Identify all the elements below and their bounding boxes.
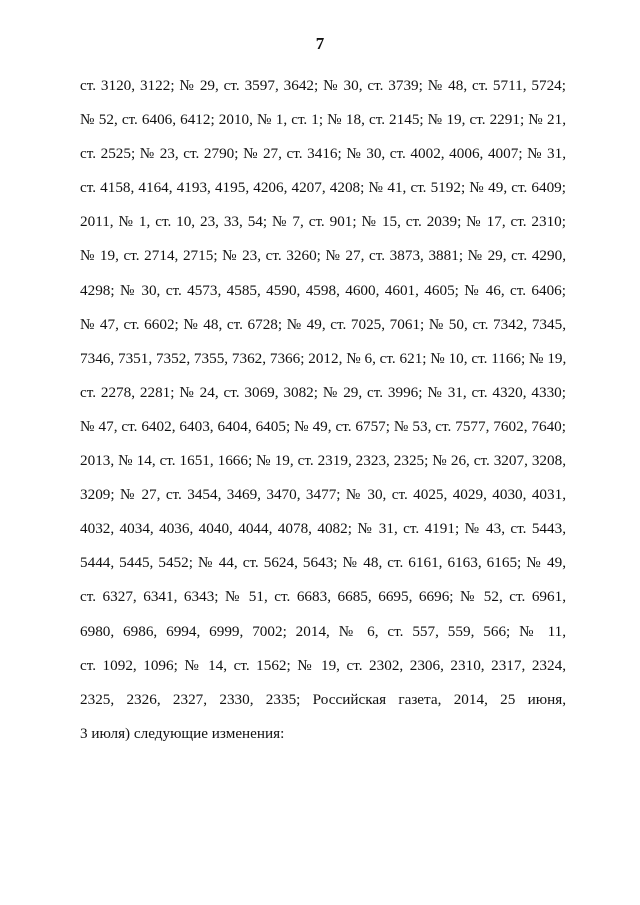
text-line: № 47, ст. 6602; № 48, ст. 6728; № 49, ст. 7025, 7061; № 50, ст. 7342, 7345, bbox=[80, 315, 566, 333]
text-line: ст. 2525; № 23, ст. 2790; № 27, ст. 3416; № 30, ст. 4002, 4006, 4007; № 31, bbox=[80, 145, 566, 163]
text-line: № 47, ст. 6402, 6403, 6404, 6405; № 49, ст. 6757; № 53, ст. 7577, 7602, 7640; bbox=[80, 417, 566, 435]
text-line: 5444, 5445, 5452; № 44, ст. 5624, 5643; № 48, ст. 6161, 6163, 6165; № 49, bbox=[80, 554, 566, 572]
text-line: 4298; № 30, ст. 4573, 4585, 4590, 4598, 4600, 4601, 4605; № 46, ст. 6406; bbox=[80, 281, 566, 299]
text-line: ст. 6327, 6341, 6343; № 51, ст. 6683, 6685, 6695, 6696; № 52, ст. 6961, bbox=[80, 588, 566, 606]
text-line: № 52, ст. 6406, 6412; 2010, № 1, ст. 1; № 18, ст. 2145; № 19, ст. 2291; № 21, bbox=[80, 111, 566, 129]
body-text bbox=[80, 76, 566, 758]
text-line: 3209; № 27, ст. 3454, 3469, 3470, 3477; № 30, ст. 4025, 4029, 4030, 4031, bbox=[80, 486, 566, 504]
text-line: ст. 4158, 4164, 4193, 4195, 4206, 4207, 4208; № 41, ст. 5192; № 49, ст. 6409; bbox=[80, 179, 566, 197]
text-line: ст. 2278, 2281; № 24, ст. 3069, 3082; № 29, ст. 3996; № 31, ст. 4320, 4330; bbox=[80, 383, 566, 401]
text-line: № 19, ст. 2714, 2715; № 23, ст. 3260; № 27, ст. 3873, 3881; № 29, ст. 4290, bbox=[80, 247, 566, 265]
text-line: 4032, 4034, 4036, 4040, 4044, 4078, 4082; № 31, ст. 4191; № 43, ст. 5443, bbox=[80, 520, 566, 538]
page-number: 7 bbox=[315, 34, 325, 53]
text-line: 6980, 6986, 6994, 6999, 7002; 2014, № 6, ст. 557, 559, 566; № 11, bbox=[80, 622, 566, 640]
text-line: 7346, 7351, 7352, 7355, 7362, 7366; 2012, № 6, ст. 621; № 10, ст. 1166; № 19, bbox=[80, 349, 567, 367]
text-line: ст. 1092, 1096; № 14, ст. 1562; № 19, ст. 2302, 2306, 2310, 2317, 2324, bbox=[80, 656, 566, 674]
text-line: 3 июля) следующие изменения: bbox=[80, 724, 285, 742]
text-line: 2011, № 1, ст. 10, 23, 33, 54; № 7, ст. 901; № 15, ст. 2039; № 17, ст. 2310; bbox=[80, 213, 566, 231]
text-line: 2013, № 14, ст. 1651, 1666; № 19, ст. 2319, 2323, 2325; № 26, ст. 3207, 3208, bbox=[80, 452, 566, 470]
text-line: ст. 3120, 3122; № 29, ст. 3597, 3642; № 30, ст. 3739; № 48, ст. 5711, 5724; bbox=[80, 77, 566, 94]
text-line: 2325, 2326, 2327, 2330, 2335; Российская газета, 2014, 25 июня, bbox=[80, 690, 566, 708]
